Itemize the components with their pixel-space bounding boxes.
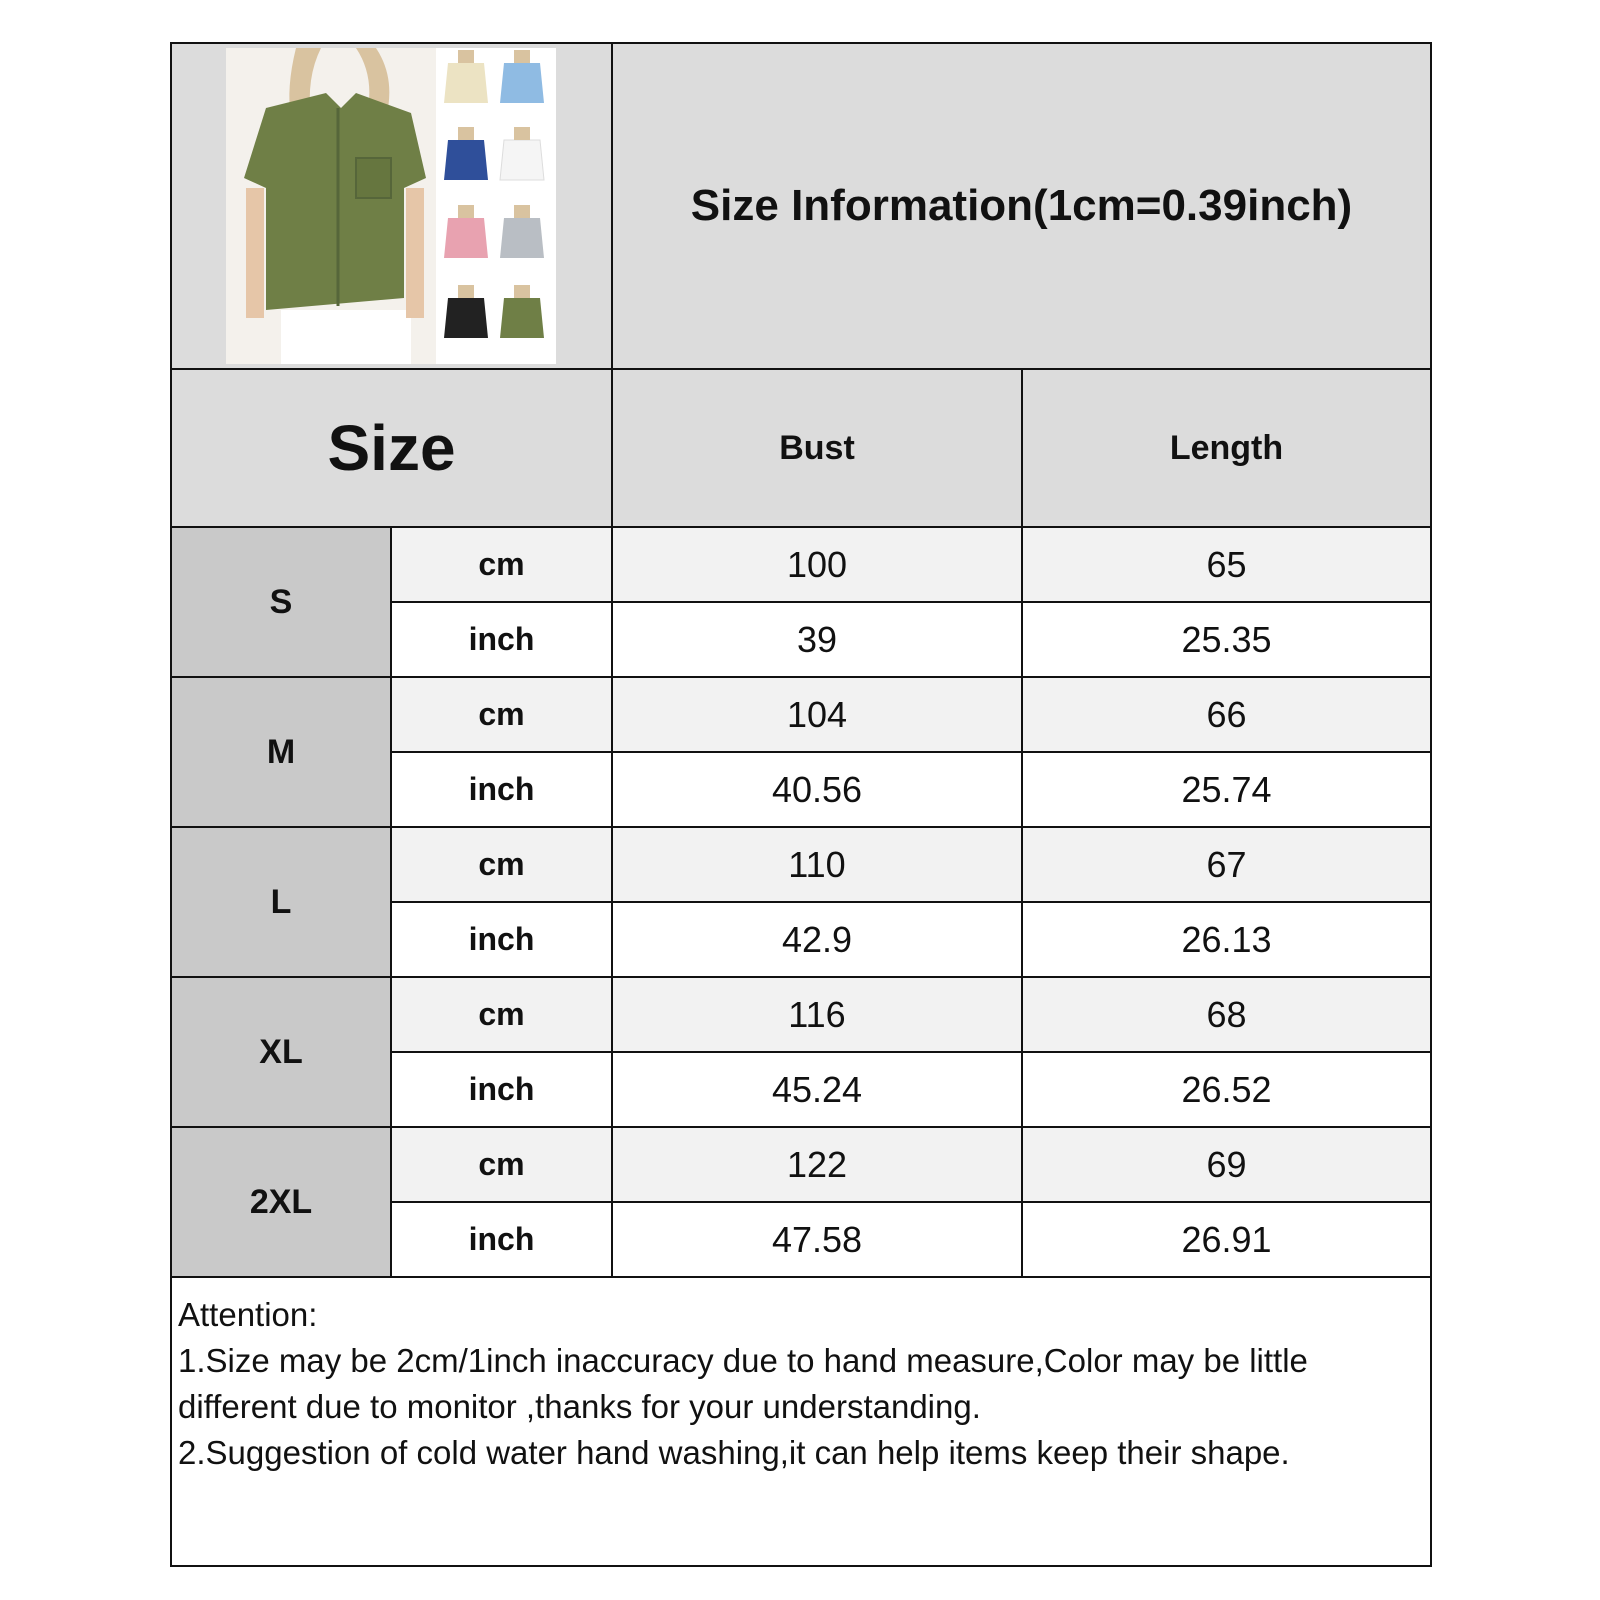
unit-cm: cm: [392, 1128, 611, 1201]
divider: [390, 528, 392, 1276]
length-value: 67: [1023, 828, 1430, 901]
divider: [392, 601, 1430, 603]
unit-cm: cm: [392, 678, 611, 751]
unit-inch: inch: [392, 753, 611, 826]
length-value: 26.91: [1023, 1203, 1430, 1276]
divider: [172, 676, 1430, 678]
bust-column-header: Bust: [613, 370, 1021, 526]
size-label: 2XL: [172, 1128, 390, 1276]
note-line-2: 2.Suggestion of cold water hand washing,it can help items keep their shape.: [178, 1434, 1290, 1471]
divider: [172, 1126, 1430, 1128]
length-value: 26.13: [1023, 903, 1430, 976]
bust-value: 45.24: [613, 1053, 1021, 1126]
length-value: 65: [1023, 528, 1430, 601]
attention-notes: [178, 1292, 1418, 1476]
shirt-image-icon: [226, 48, 556, 364]
unit-cm: cm: [392, 528, 611, 601]
bust-value: 40.56: [613, 753, 1021, 826]
bust-value: 110: [613, 828, 1021, 901]
divider: [172, 526, 1430, 528]
length-value: 68: [1023, 978, 1430, 1051]
size-chart: [170, 42, 1432, 1567]
product-photo: [226, 48, 556, 364]
unit-cm: cm: [392, 828, 611, 901]
bust-value: 47.58: [613, 1203, 1021, 1276]
divider: [611, 44, 613, 1276]
length-column-header: Length: [1023, 370, 1430, 526]
length-value: 69: [1023, 1128, 1430, 1201]
bust-value: 116: [613, 978, 1021, 1051]
size-label: M: [172, 678, 390, 826]
unit-inch: inch: [392, 603, 611, 676]
divider: [172, 976, 1430, 978]
divider: [172, 368, 1430, 370]
note-line-1: 1.Size may be 2cm/1inch inaccuracy due to hand measure,Color may be little different due to monitor ,thanks for your understanding.: [178, 1342, 1308, 1425]
size-column-header: Size: [172, 370, 611, 526]
divider: [1021, 368, 1023, 1276]
length-value: 25.35: [1023, 603, 1430, 676]
unit-inch: inch: [392, 1053, 611, 1126]
bust-value: 122: [613, 1128, 1021, 1201]
length-value: 66: [1023, 678, 1430, 751]
divider: [392, 901, 1430, 903]
divider: [172, 826, 1430, 828]
divider: [392, 1201, 1430, 1203]
unit-inch: inch: [392, 903, 611, 976]
size-label: L: [172, 828, 390, 976]
notes-heading: Attention:: [178, 1296, 318, 1333]
length-value: 26.52: [1023, 1053, 1430, 1126]
unit-cm: cm: [392, 978, 611, 1051]
product-image-cell: [172, 44, 611, 368]
unit-inch: inch: [392, 1203, 611, 1276]
divider: [172, 1276, 1430, 1278]
bust-value: 39: [613, 603, 1021, 676]
divider: [392, 1051, 1430, 1053]
size-label: XL: [172, 978, 390, 1126]
bust-value: 100: [613, 528, 1021, 601]
bust-value: 42.9: [613, 903, 1021, 976]
page-title: Size Information(1cm=0.39inch): [613, 44, 1430, 368]
length-value: 25.74: [1023, 753, 1430, 826]
divider: [392, 751, 1430, 753]
bust-value: 104: [613, 678, 1021, 751]
size-label: S: [172, 528, 390, 676]
